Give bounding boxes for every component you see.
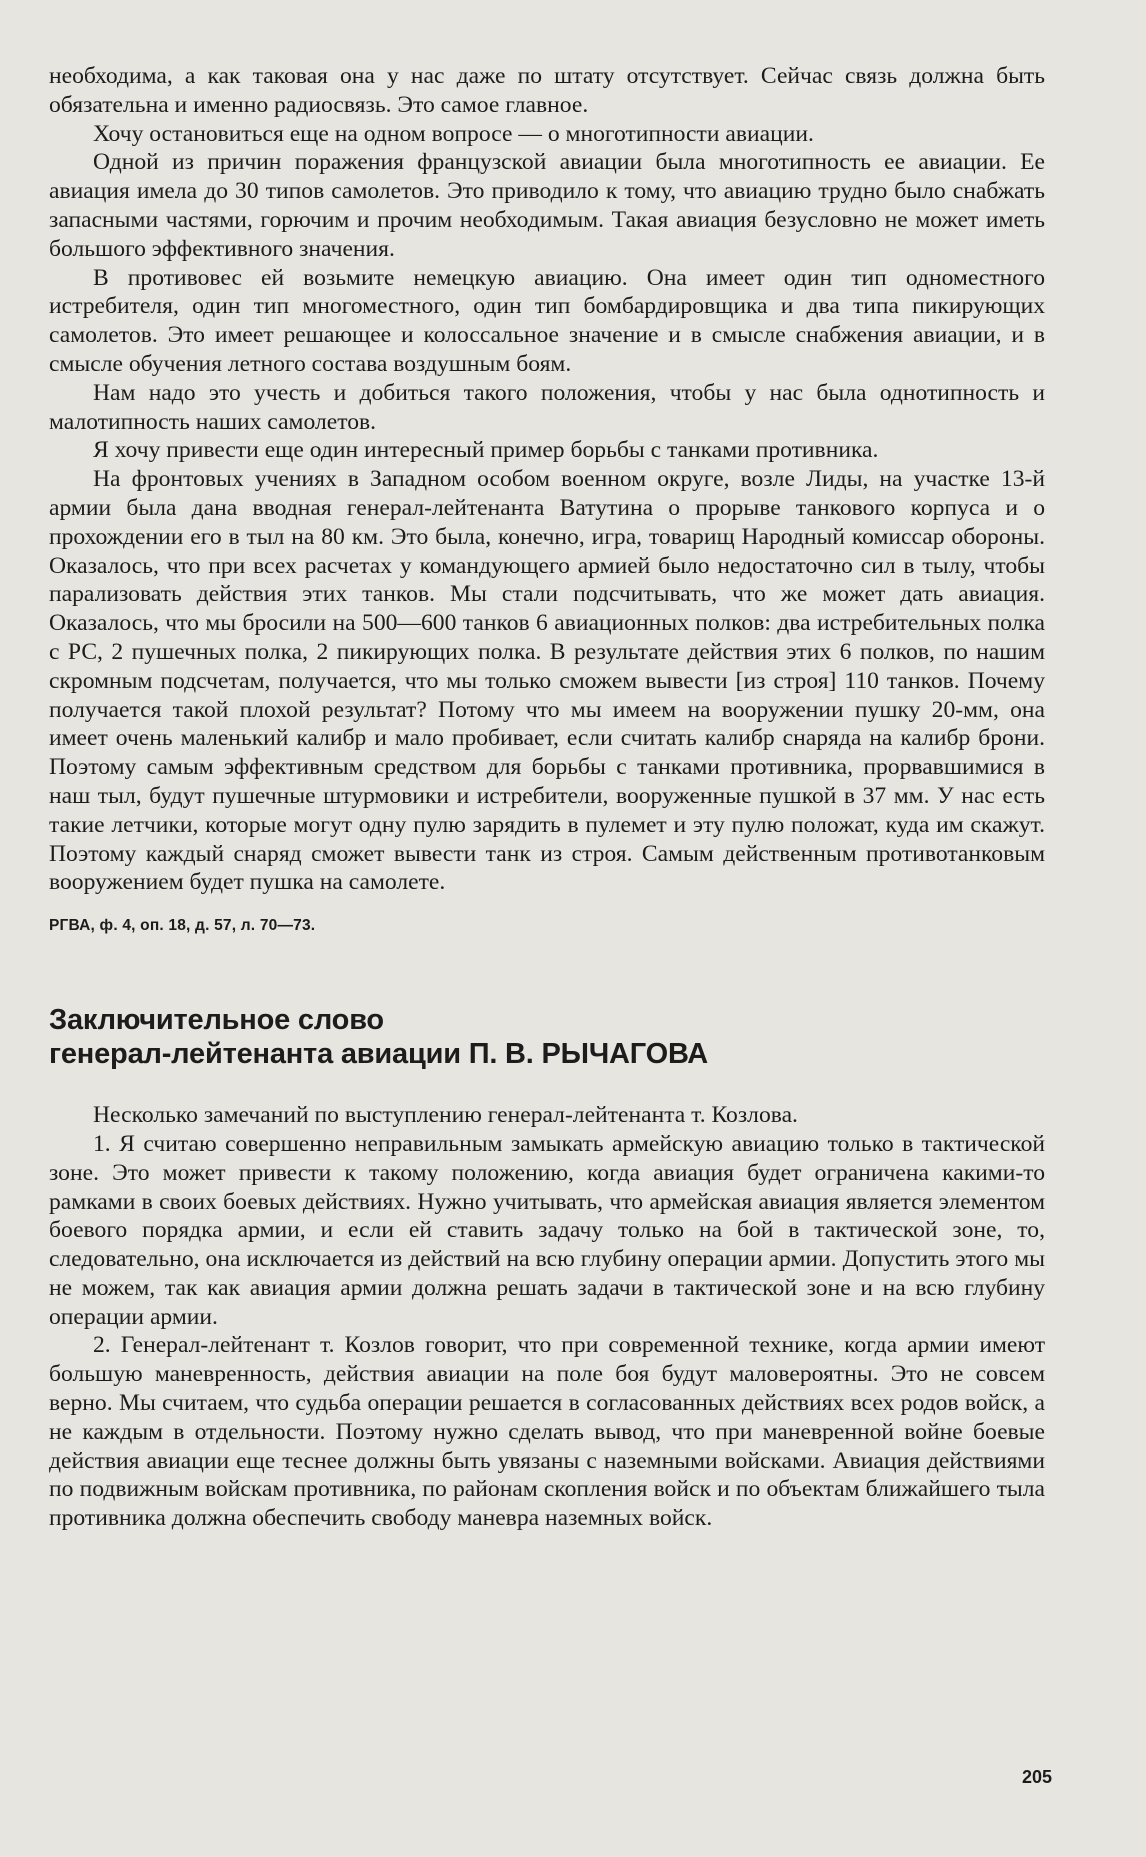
section-heading	[49, 1003, 1045, 1071]
body-text	[49, 62, 1045, 1533]
paragraph: В противовес ей возьмите немецкую авиацию. Она имеет один тип одноместного истребителя, один тип многоместного, один тип бомбардировщика и два типа пикирующих самолетов. Это имеет решающее и колоссальное значение и в смысле снабжения авиации, и в смысле обучения летного состава воздушным боям.	[49, 264, 1045, 377]
paragraph: 2. Генерал-лейтенант т. Козлов говорит, что при современной технике, когда армии имеют большую маневренность, действия авиации на поле боя будут маловероятны. Это не совсем верно. Мы считаем, что судьба операции решается в согласованных действиях всех родов войск, а не каждым в отдельности. Поэтому нужно сделать вывод, что при маневренной войне боевые действия авиации еще теснее должны быть увязаны с наземными войсками. Авиация действиями по подвижным войскам противника, по районам скопления войск и по объектам ближайшего тыла противника должна обеспечить свободу маневра наземных войск.	[49, 1332, 1045, 1532]
section-heading-line-2: генерал-лейтенанта авиации П. В. РЫЧАГОВА	[49, 1038, 709, 1071]
paragraph: Одной из причин поражения французской авиации была многотипность ее авиации. Ее авиация имела до 30 типов самолетов. Это приводило к тому, что авиацию трудно было снабжать запасными частями, горючим и прочим необходимым. Такая авиация безусловно не может иметь большого эффективного значения.	[49, 149, 1045, 262]
paragraph: На фронтовых учениях в Западном особом военном округе, возле Лиды, на участке 13-й армии была дана вводная генерал-лейтенанта Ватутина о прорыве танкового корпуса и о прохождении его в тыл на 80 км. Это была, конечно, игра, товарищ Народный комиссар обороны. Оказалось, что при всех расчетах у командующего армией было недостаточно сил в тылу, чтобы парализовать действия этих танков. Мы стали подсчитывать, что же может дать авиация. Оказалось, что мы бросили на 500—600 танков 6 авиационных полков: два истребительных полка с РС, 2 пушечных полка, 2 пикирующих полка. В результате действия этих 6 полков, по нашим скромным подсчетам, получается, что мы только сможем вывести [из строя] 110 танков. Почему получается такой плохой результат? Потому что мы имеем на вооружении пушку 20-мм, она имеет очень маленький калибр и мало пробивает, если считать калибр снаряда на калибр брони. Поэтому самым эффективным средством для борьбы с танками противника, прорвавшимися в наш тыл, будут пушечные штурмовики и истребители, вооруженные пушкой в 37 мм. У нас есть такие летчики, которые могут одну пулю зарядить в пулемет и эту пулю положат, куда им скажут. Поэтому каждый снаряд сможет вывести танк из строя. Самым действенным противотанковым вооружением будет пушка на самолете.	[49, 466, 1045, 896]
paragraph: Хочу остановиться еще на одном вопросе — о многотипности авиации.	[93, 120, 814, 147]
paragraph: необходима, а как таковая она у нас даже по штату отсутствует. Сейчас связь должна быть обязательна и именно радиосвязь. Это самое главное.	[49, 63, 1045, 118]
paragraph: Я хочу привести еще один интересный пример борьбы с танками противника.	[93, 437, 879, 464]
page-number: 205	[1021, 1767, 1052, 1787]
section-heading-line-1: Заключительное слово	[49, 1004, 384, 1037]
paragraph: Несколько замечаний по выступлению генерал-лейтенанта т. Козлова.	[93, 1102, 798, 1129]
paragraph: Нам надо это учесть и добиться такого положения, чтобы у нас была однотипность и малотипность наших самолетов.	[49, 379, 1045, 435]
paragraph: 1. Я считаю совершенно неправильным замыкать армейскую авиацию только в тактической зоне. Это может привести к такому положению, когда авиация будет ограничена какими-то рамками в своих боевых действиях. Нужно учитывать, что армейская авиация является элементом боевого порядка армии, и если ей ставить задачу только на бой в тактической зоне, то, следовательно, она исключается из действий на всю глубину операции армии. Допустить этого мы не можем, так как авиация армии должна решать задачи в тактической зоне и на всю глубину операции армии.	[49, 1130, 1045, 1330]
archive-source-citation: РГВА, ф. 4, оп. 18, д. 57, л. 70—73.	[49, 917, 316, 935]
